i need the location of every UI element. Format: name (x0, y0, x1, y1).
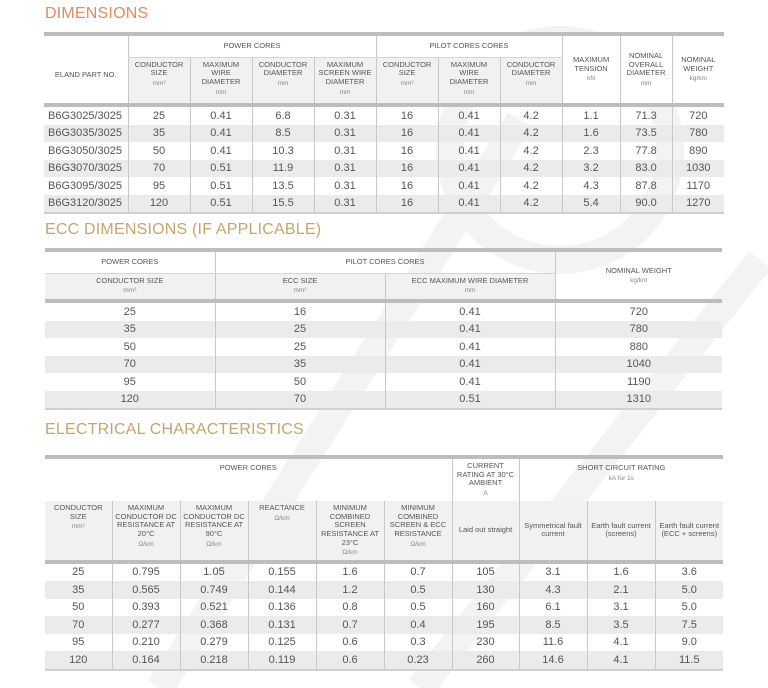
table-cell: 780 (672, 125, 724, 143)
table-cell: 1.6 (316, 562, 384, 582)
table-cell: 260 (452, 651, 519, 670)
table-cell: 95 (128, 177, 190, 195)
col-header-earth-fault-screens: Earth fault current (screens) (587, 501, 655, 562)
table-row (45, 616, 723, 634)
group-header-power-cores: POWER CORES (219, 463, 277, 472)
table-cell: 16 (215, 301, 385, 321)
table-cell: 5.0 (655, 581, 723, 599)
table-cell: 230 (452, 634, 519, 652)
table-cell: 4.2 (500, 160, 562, 178)
col-header-screen-resistance: MINIMUM COMBINED SCREEN RESISTANCE AT 23°C Ω/km (316, 501, 384, 562)
table-row (44, 195, 724, 214)
table-cell: 0.521 (180, 599, 248, 617)
table-cell: 120 (45, 391, 215, 410)
table-cell: 0.51 (190, 195, 252, 214)
group-header-power-cores: POWER CORES (45, 250, 215, 273)
table-cell: 4.2 (500, 195, 562, 214)
table-cell: 0.5 (384, 581, 452, 599)
electrical-section (0, 415, 768, 688)
table-cell: 35 (45, 581, 112, 599)
table-cell: 0.41 (438, 105, 500, 125)
group-header-power-cores: POWER CORES (128, 34, 376, 57)
table-cell: 83.0 (620, 160, 672, 178)
table-cell: 0.749 (180, 581, 248, 599)
table-cell: 0.31 (314, 160, 376, 178)
col-header-part-no: ELAND PART NO. (44, 34, 128, 105)
table-cell: 0.7 (316, 616, 384, 634)
table-cell: 1.6 (562, 125, 620, 143)
table-row (45, 321, 722, 339)
dimensions-table-body (44, 105, 724, 213)
table-cell: 0.3 (384, 634, 452, 652)
table-cell: 3.6 (655, 562, 723, 582)
table-row (44, 177, 724, 195)
table-cell: 120 (45, 651, 112, 670)
table-cell: 1.6 (587, 562, 655, 582)
table-cell: 9.0 (655, 634, 723, 652)
col-header-power-conductor-diameter: CONDUCTOR DIAMETER mm (252, 57, 314, 105)
table-cell: B6G3035/3025 (44, 125, 128, 143)
table-cell: 0.31 (314, 195, 376, 214)
table-cell: 11.6 (519, 634, 587, 652)
table-cell: 8.5 (252, 125, 314, 143)
table-row (45, 373, 722, 391)
table-cell: 14.6 (519, 651, 587, 670)
table-cell: 0.144 (248, 581, 316, 599)
table-cell: 0.31 (314, 105, 376, 125)
group-header-current-rating: CURRENT RATING AT 30°C AMBIENT A (452, 457, 519, 501)
table-cell: 70 (128, 160, 190, 178)
table-cell: 25 (128, 105, 190, 125)
table-cell: 4.1 (587, 651, 655, 670)
table-cell: 4.2 (500, 105, 562, 125)
table-cell: 16 (376, 142, 438, 160)
col-header-ecc-size: ECC SIZE mm² (215, 273, 385, 301)
table-cell: 0.41 (190, 125, 252, 143)
table-cell: 0.155 (248, 562, 316, 582)
table-cell: 0.8 (316, 599, 384, 617)
table-cell: 1.2 (316, 581, 384, 599)
col-header-pilot-max-wire-diameter: MAXIMUM WIRE DIAMETER mm (438, 57, 500, 105)
table-cell: 890 (672, 142, 724, 160)
ecc-title: ECC DIMENSIONS (IF APPLICABLE) (45, 221, 322, 238)
table-cell: 0.119 (248, 651, 316, 670)
table-cell: 0.4 (384, 616, 452, 634)
table-cell: 0.6 (316, 634, 384, 652)
table-cell: 11.9 (252, 160, 314, 178)
table-cell: 16 (376, 177, 438, 195)
table-cell: 35 (215, 356, 385, 374)
table-cell: 1030 (672, 160, 724, 178)
table-cell: 0.41 (438, 160, 500, 178)
table-cell: 0.51 (190, 177, 252, 195)
table-cell: 130 (452, 581, 519, 599)
table-row (45, 391, 722, 410)
table-cell: 0.31 (314, 177, 376, 195)
table-cell: 4.3 (562, 177, 620, 195)
table-cell: 16 (376, 125, 438, 143)
table-cell: 0.7 (384, 562, 452, 582)
table-cell: 1190 (555, 373, 722, 391)
col-header-overall-diameter: NOMINAL OVERALL DIAMETER mm (620, 34, 672, 105)
table-cell: 73.5 (620, 125, 672, 143)
col-header-nominal-weight: NOMINAL WEIGHT kg/km (555, 250, 722, 301)
table-cell: 0.218 (180, 651, 248, 670)
table-cell: 5.0 (655, 599, 723, 617)
table-cell: 4.2 (500, 177, 562, 195)
table-row (45, 301, 722, 321)
table-cell: 0.31 (314, 142, 376, 160)
table-cell: 1.05 (180, 562, 248, 582)
table-cell: 3.2 (562, 160, 620, 178)
table-cell: 0.368 (180, 616, 248, 634)
table-cell: 0.51 (190, 160, 252, 178)
table-cell: 0.131 (248, 616, 316, 634)
col-header-laid-out-straight: Laid out straight (452, 501, 519, 562)
table-cell: 0.279 (180, 634, 248, 652)
table-row (45, 356, 722, 374)
col-header-symmetrical-fault: Symmetrical fault current (519, 501, 587, 562)
table-cell: 4.2 (500, 125, 562, 143)
table-cell: B6G3095/3025 (48, 179, 123, 192)
table-cell: 0.41 (438, 177, 500, 195)
table-cell: 8.5 (519, 616, 587, 634)
table-cell: 25 (215, 321, 385, 339)
table-cell: 15.5 (252, 195, 314, 214)
table-cell: 25 (45, 562, 112, 582)
table-cell: 0.5 (384, 599, 452, 617)
table-cell: 195 (452, 616, 519, 634)
table-cell: 1040 (555, 356, 722, 374)
table-cell: 0.41 (190, 105, 252, 125)
table-cell: 2.1 (587, 581, 655, 599)
group-header-pilot-cores: PILOT CORES CORES (215, 250, 555, 273)
table-cell: 77.8 (620, 142, 672, 160)
table-cell: 720 (672, 105, 724, 125)
ecc-section (0, 215, 768, 415)
table-cell: 4.2 (500, 142, 562, 160)
table-cell: 0.41 (190, 142, 252, 160)
table-cell: 7.5 (655, 616, 723, 634)
table-cell: 105 (452, 562, 519, 582)
table-cell: B6G3070/3025 (44, 160, 128, 178)
table-cell: 0.393 (112, 599, 180, 617)
table-row (45, 338, 722, 356)
col-header-nominal-weight: NOMINAL WEIGHT kg/km (672, 34, 724, 105)
col-header-earth-fault-ecc-screens: Earth fault current (ECC + screens) (655, 501, 723, 562)
col-header-ecc-max-wire-diameter: ECC MAXIMUM WIRE DIAMETER mm (385, 273, 555, 301)
table-cell: 780 (555, 321, 722, 339)
table-cell: B6G3050/3025 (48, 144, 123, 157)
ecc-table-body (45, 301, 722, 409)
col-header-reactance: REACTANCE Ω/km (248, 501, 316, 562)
table-cell: 720 (555, 301, 722, 321)
table-cell: 6.8 (252, 105, 314, 125)
table-cell: 70 (215, 391, 385, 410)
table-row (44, 142, 724, 160)
table-cell: 6.1 (519, 599, 587, 617)
table-cell: 25 (45, 301, 215, 321)
table-cell: 4.1 (587, 634, 655, 652)
table-cell: 25 (215, 338, 385, 356)
table-cell: 13.5 (252, 177, 314, 195)
table-cell: B6G3120/3025 (44, 195, 128, 214)
table-cell: 4.3 (519, 581, 587, 599)
col-header-pilot-conductor-diameter: CONDUCTOR DIAMETER mm (500, 57, 562, 105)
col-header-dc-resistance-90c: MAXIMUM CONDUCTOR DC RESISTANCE AT 90°C Ω/km (180, 501, 248, 562)
group-header-short-circuit: SHORT CIRCUIT RATING kA for 1s (519, 457, 723, 501)
table-cell: 95 (72, 636, 85, 649)
table-cell: 1.1 (562, 105, 620, 125)
table-cell: 0.23 (384, 651, 452, 670)
table-cell: 0.51 (385, 391, 555, 410)
table-cell: 3.1 (519, 562, 587, 582)
col-header-conductor-size: CONDUCTOR SIZE mm² (45, 501, 112, 562)
table-cell: 3.5 (587, 616, 655, 634)
table-cell: 0.125 (248, 634, 316, 652)
table-cell: 0.41 (438, 195, 500, 214)
table-cell: 50 (72, 601, 85, 614)
dimensions-title: DIMENSIONS (45, 5, 149, 22)
table-row (45, 581, 723, 599)
electrical-table-body (45, 562, 723, 670)
table-cell: 0.31 (314, 125, 376, 143)
table-cell: 0.41 (385, 373, 555, 391)
table-cell: 0.6 (316, 651, 384, 670)
table-row (45, 599, 723, 617)
table-cell: 0.795 (112, 562, 180, 582)
table-row (45, 634, 723, 652)
dimensions-table (44, 32, 724, 214)
table-cell: 1310 (555, 391, 722, 410)
table-cell: 1270 (672, 195, 724, 214)
table-cell: 71.3 (620, 105, 672, 125)
table-row (45, 651, 723, 670)
col-header-pilot-conductor-size: CONDUCTOR SIZE mm² (376, 57, 438, 105)
table-cell: 16 (376, 105, 438, 125)
table-cell: 10.3 (252, 142, 314, 160)
table-cell: 0.41 (385, 301, 555, 321)
table-cell: 50 (128, 142, 190, 160)
table-cell: 35 (45, 321, 215, 339)
table-cell: 0.41 (438, 125, 500, 143)
table-cell: 95 (123, 375, 136, 388)
table-cell: 0.565 (112, 581, 180, 599)
group-header-pilot-cores: PILOT CORES CORES (376, 34, 562, 57)
electrical-table (45, 455, 723, 671)
table-cell: 2.3 (562, 142, 620, 160)
table-row (45, 562, 723, 582)
table-cell: 50 (215, 373, 385, 391)
table-cell: 70 (45, 616, 112, 634)
table-cell: 880 (555, 338, 722, 356)
table-cell: 0.164 (112, 651, 180, 670)
col-header-screen-wire-diameter: MAXIMUM SCREEN WIRE DIAMETER mm (314, 57, 376, 105)
col-header-power-conductor-size: CONDUCTOR SIZE mm² (128, 57, 190, 105)
table-cell: 0.277 (112, 616, 180, 634)
ecc-table (45, 248, 722, 410)
table-row (44, 160, 724, 178)
table-cell: 50 (123, 340, 136, 353)
electrical-title: ELECTRICAL CHARACTERISTICS (45, 421, 304, 438)
table-cell: 35 (128, 125, 190, 143)
col-header-conductor-size: CONDUCTOR SIZE mm² (45, 273, 215, 301)
table-cell: 0.41 (438, 142, 500, 160)
table-cell: B6G3025/3025 (44, 105, 128, 125)
table-row (44, 125, 724, 143)
table-cell: 160 (452, 599, 519, 617)
col-header-screen-ecc-resistance: MINIMUM COMBINED SCREEN & ECC RESISTANCE Ω/km (384, 501, 452, 562)
table-cell: 70 (45, 356, 215, 374)
table-cell: 11.5 (655, 651, 723, 670)
table-cell: 0.41 (385, 356, 555, 374)
dimensions-section (0, 0, 768, 215)
table-cell: 0.41 (385, 321, 555, 339)
table-cell: 90.0 (620, 195, 672, 214)
col-header-max-tension: MAXIMUM TENSION kN (562, 34, 620, 105)
table-cell: 5.4 (562, 195, 620, 214)
table-cell: 0.210 (112, 634, 180, 652)
table-cell: 87.8 (620, 177, 672, 195)
table-cell: 0.136 (248, 599, 316, 617)
table-cell: 16 (376, 195, 438, 214)
col-header-dc-resistance-20c: MAXIMUM CONDUCTOR DC RESISTANCE AT 20°C Ω/km (112, 501, 180, 562)
table-cell: 1170 (672, 177, 724, 195)
table-cell: 120 (128, 195, 190, 214)
table-cell: 16 (376, 160, 438, 178)
table-cell: 3.1 (587, 599, 655, 617)
table-row (44, 105, 724, 125)
col-header-power-max-wire-diameter: MAXIMUM WIRE DIAMETER mm (190, 57, 252, 105)
table-cell: 0.41 (385, 338, 555, 356)
